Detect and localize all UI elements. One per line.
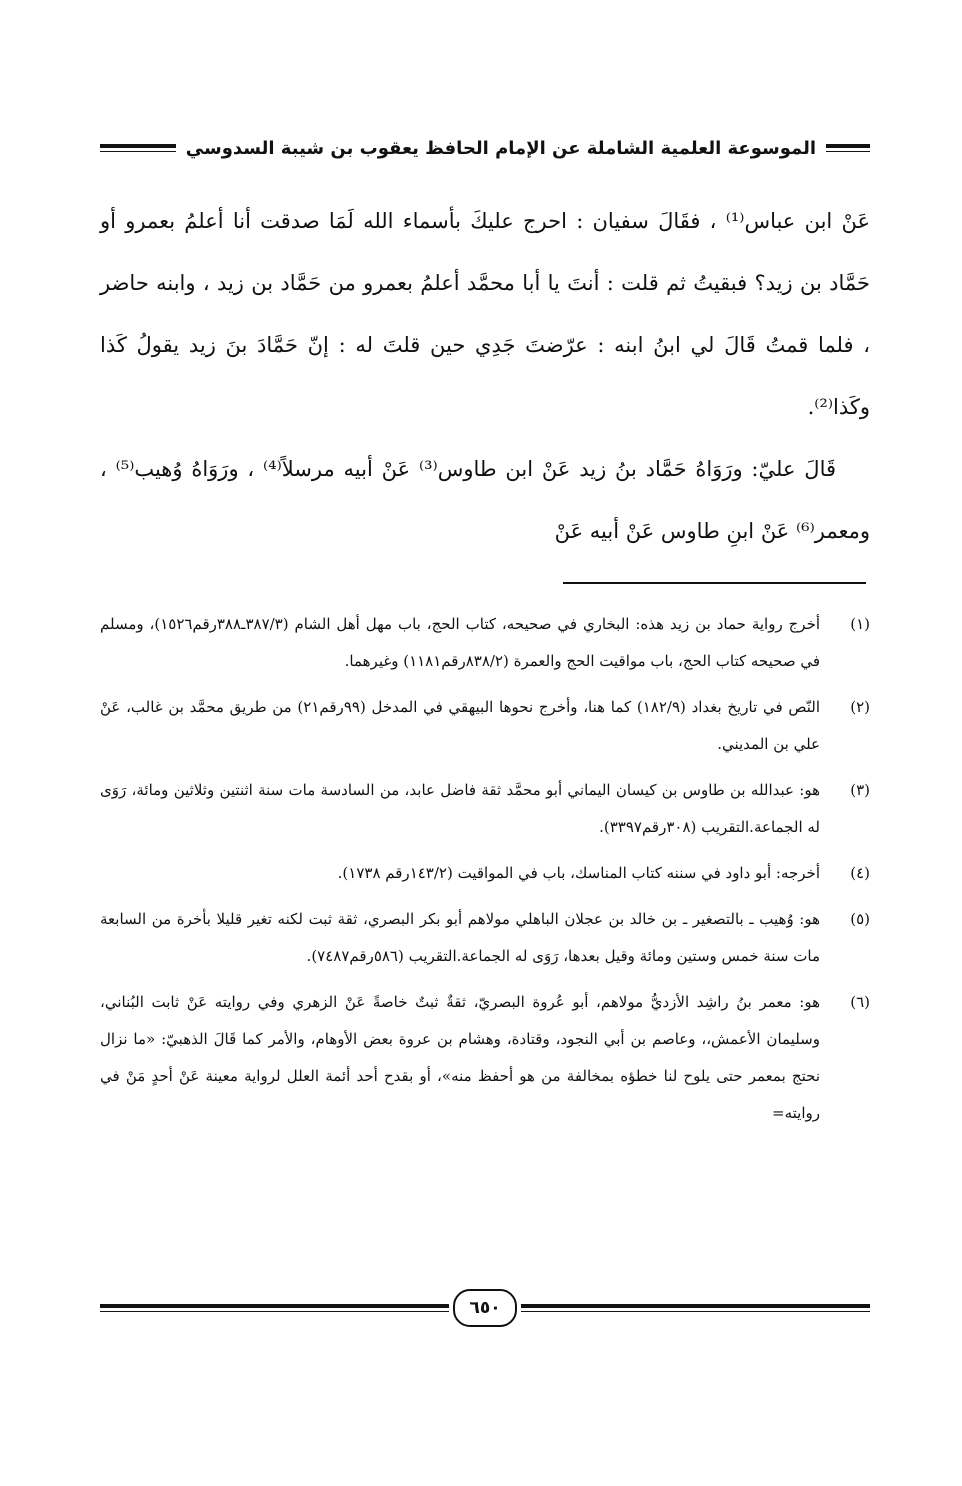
footnote-separator (563, 582, 866, 584)
page-footer (100, 1283, 870, 1333)
footnote-item (100, 984, 870, 1132)
footnote-text: أخرجه: أبو داود في سننه كتاب المناسك، باب في المواقيت (١٤٣/٢رقم ١٧٣٨). (337, 864, 820, 882)
footnote-text: أخرج رواية حماد بن زيد هذه: البخاري في صحيحه، كتاب الحج، باب مهل أهل الشام (٣٨٧/٣ـ٣٨٨رقم١٥٢٦)، ومسلم في صحيحه كتاب الحج، باب مواقيت الحج والعمرة (٨٣٨/٢رقم١١٨١) وغيرهما. (100, 615, 821, 670)
footnote-number: (٢) (850, 698, 870, 716)
page-number: ٦٥٠ (453, 1289, 517, 1327)
footnote-number: (١) (850, 615, 870, 633)
header-rule-right (826, 144, 870, 153)
footnote-text: هو: وُهيب ـ بالتصغير ـ بن خالد بن عجلان الباهلي مولاهم أبو بكر البصري، ثقة ثبت لكنه تغير قليلا بأخرة من السابعة مات سنة خمس وستين ومائة وقيل بعدها، رَوَى له الجماعة.التقريب (٥٨٦رقم٧٤٨٧). (100, 910, 820, 965)
main-text (100, 190, 870, 562)
footnote-item (100, 855, 870, 892)
footnote-text: النّص في تاريخ بغداد (١٨٢/٩) كما هنا، وأخرج نحوها البيهقي في المدخل (٩٩رقم٢١) من طريق محمَّد بن غالب، عَنْ علي بن المديني. (100, 698, 821, 753)
footnote-number: (٤) (850, 864, 870, 882)
footnote-number: (٦) (850, 993, 870, 1011)
footer-rule-right (521, 1304, 870, 1313)
footnotes (100, 606, 870, 1141)
body-paragraph: عَنْ ابن عباس⁽¹⁾ ، فقَالَ سفيان : احرج عليكَ بأسماء الله لَمَا صدقت أنا أعلمُ بعمرو أو حَمَّاد بن زيد؟ فبقيتُ ثم قلت : أنتَ يا أبا محمَّد أعلمُ بعمرو من حَمَّاد بن زيد ، وابنه حاضر ، فلما قمتُ قَالَ لي ابنُ ابنه : عرّضتَ جَدِي حين قلتَ له : إنّ حَمَّادَ بنَ زيد يقولُ كَذا وكَذا⁽²⁾. (100, 209, 870, 419)
header-rule-left (100, 144, 176, 153)
footnote-item (100, 606, 870, 680)
footnote-item (100, 689, 870, 763)
footnote-text: هو: معمر بنُ راشِد الأزديُّ مولاهم، أبو عُروة البصريّ، ثقةٌ ثبتٌ خاصةً عَنْ الزهري وفي روايته عَنْ ثابت البُناني، وسليمان الأعمش،، وعاصم بن أبي النجود، وقتادة، وهشام بن عروة بعض الأوهام، والأمر كما قَالَ الذهبيّ: «ما نزال نحتج بمعمر حتى يلوح لنا خطؤه بمخالفة من هو أحفظ منه»، أو بقدح أحد أئمة العلل لرواية معينة عَنْ أحدٍ مَنْ في روايته= (100, 993, 820, 1122)
footnote-item (100, 901, 870, 975)
footnote-text: هو: عبدالله بن طاوس بن كيسان اليماني أبو محمَّد ثقة فاضل عابد، من السادسة مات سنة اثنتين وثلاثين ومائة، رَوَى له الجماعة.التقريب (٣٠٨رقم٣٣٩٧). (100, 781, 820, 836)
footer-rule-left (100, 1304, 449, 1313)
footnote-number: (٥) (850, 910, 870, 928)
footnote-number: (٣) (850, 781, 870, 799)
header-title: الموسوعة العلمية الشاملة عن الإمام الحافظ يعقوب بن شيبة السدوسي (185, 137, 816, 159)
footnote-item (100, 772, 870, 846)
running-header (100, 128, 870, 168)
body-paragraph: قَالَ عليّ: ورَوَاهُ حَمَّاد بنُ زيد عَنْ ابن طاوس⁽³⁾ عَنْ أبيه مرسلاً⁽⁴⁾ ، ورَوَاهُ وُهيب⁽⁵⁾ ، ومعمر⁽⁶⁾ عَنْ ابنِ طاوس عَنْ أبيه عَنْ (100, 457, 870, 543)
